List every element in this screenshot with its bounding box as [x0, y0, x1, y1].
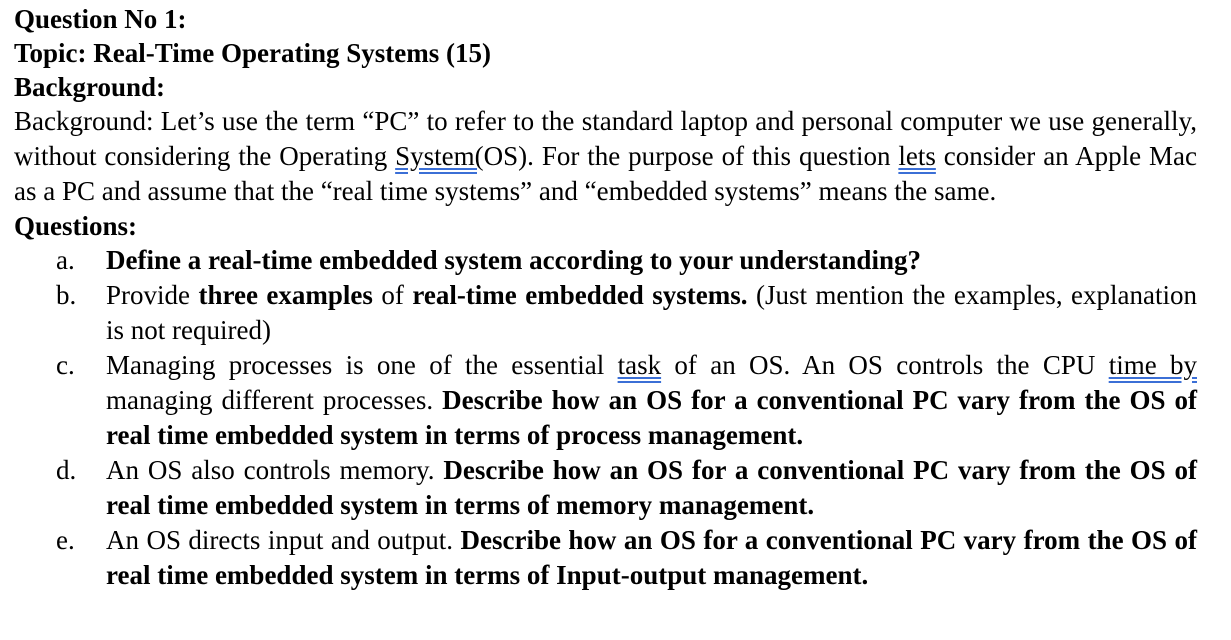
question-b-text-2: of — [372, 280, 413, 310]
question-item-b — [14, 278, 1197, 348]
question-c-text-1: Managing processes is one of the essential — [106, 350, 618, 380]
questions-heading: Questions: — [14, 211, 138, 241]
topic-heading: Topic: Real-Time Operating Systems (15) — [14, 38, 491, 68]
question-item-a — [14, 243, 1197, 278]
question-b-text-3: (Just mention the examples, explanation is not required) — [106, 280, 1197, 345]
question-b-bold-1: three examples — [198, 280, 373, 310]
question-e-text: An OS directs input and output. — [106, 525, 461, 555]
background-text-1: Background: Let’s use the term “PC” to refer to the standard laptop and personal computer we use generally, without considering the Operating — [14, 106, 1197, 171]
question-c-text-2: of an OS. An OS controls the CPU — [661, 350, 1109, 380]
question-item-e — [14, 523, 1197, 593]
list-marker: b. — [56, 280, 77, 310]
question-c-text-3: managing different processes. — [106, 385, 443, 415]
question-item-c — [14, 348, 1197, 453]
grammar-flag-lets[interactable]: lets — [898, 141, 936, 171]
grammar-flag-system[interactable]: System( — [395, 141, 484, 171]
background-heading: Background: — [14, 72, 166, 102]
list-marker: d. — [56, 455, 77, 485]
question-c-bold: Describe how an OS for a conventional PC vary from the OS of real time embedded system in terms of process management. — [106, 385, 1197, 450]
question-a-text: Define a real-time embedded system according to your understanding? — [106, 245, 921, 275]
list-marker: a. — [56, 245, 75, 275]
question-b-bold-2: real-time embedded systems. — [412, 280, 748, 310]
question-item-d — [14, 453, 1197, 523]
list-marker: c. — [56, 350, 75, 380]
background-paragraph — [14, 104, 1197, 209]
question-d-text: An OS also controls memory. — [106, 455, 444, 485]
question-heading: Question No 1: — [14, 4, 187, 34]
question-d-bold: Describe how an OS for a conventional PC vary from the OS of real time embedded system in terms of memory management. — [106, 455, 1197, 520]
grammar-flag-task[interactable]: task — [617, 350, 662, 380]
list-marker: e. — [56, 525, 75, 555]
question-e-bold: Describe how an OS for a conventional PC vary from the OS of real time embedded system in terms of Input-output management. — [106, 525, 1197, 590]
question-b-text-1: Provide — [106, 280, 199, 310]
questions-list — [14, 243, 1197, 593]
background-text-3: consider an Apple Mac as a PC and assume that the “real time systems” and “embedded systems” means the same. — [14, 141, 1198, 206]
grammar-flag-time-by[interactable]: time by — [1108, 350, 1197, 380]
background-text-2: OS). For the purpose of this question — [483, 141, 899, 171]
